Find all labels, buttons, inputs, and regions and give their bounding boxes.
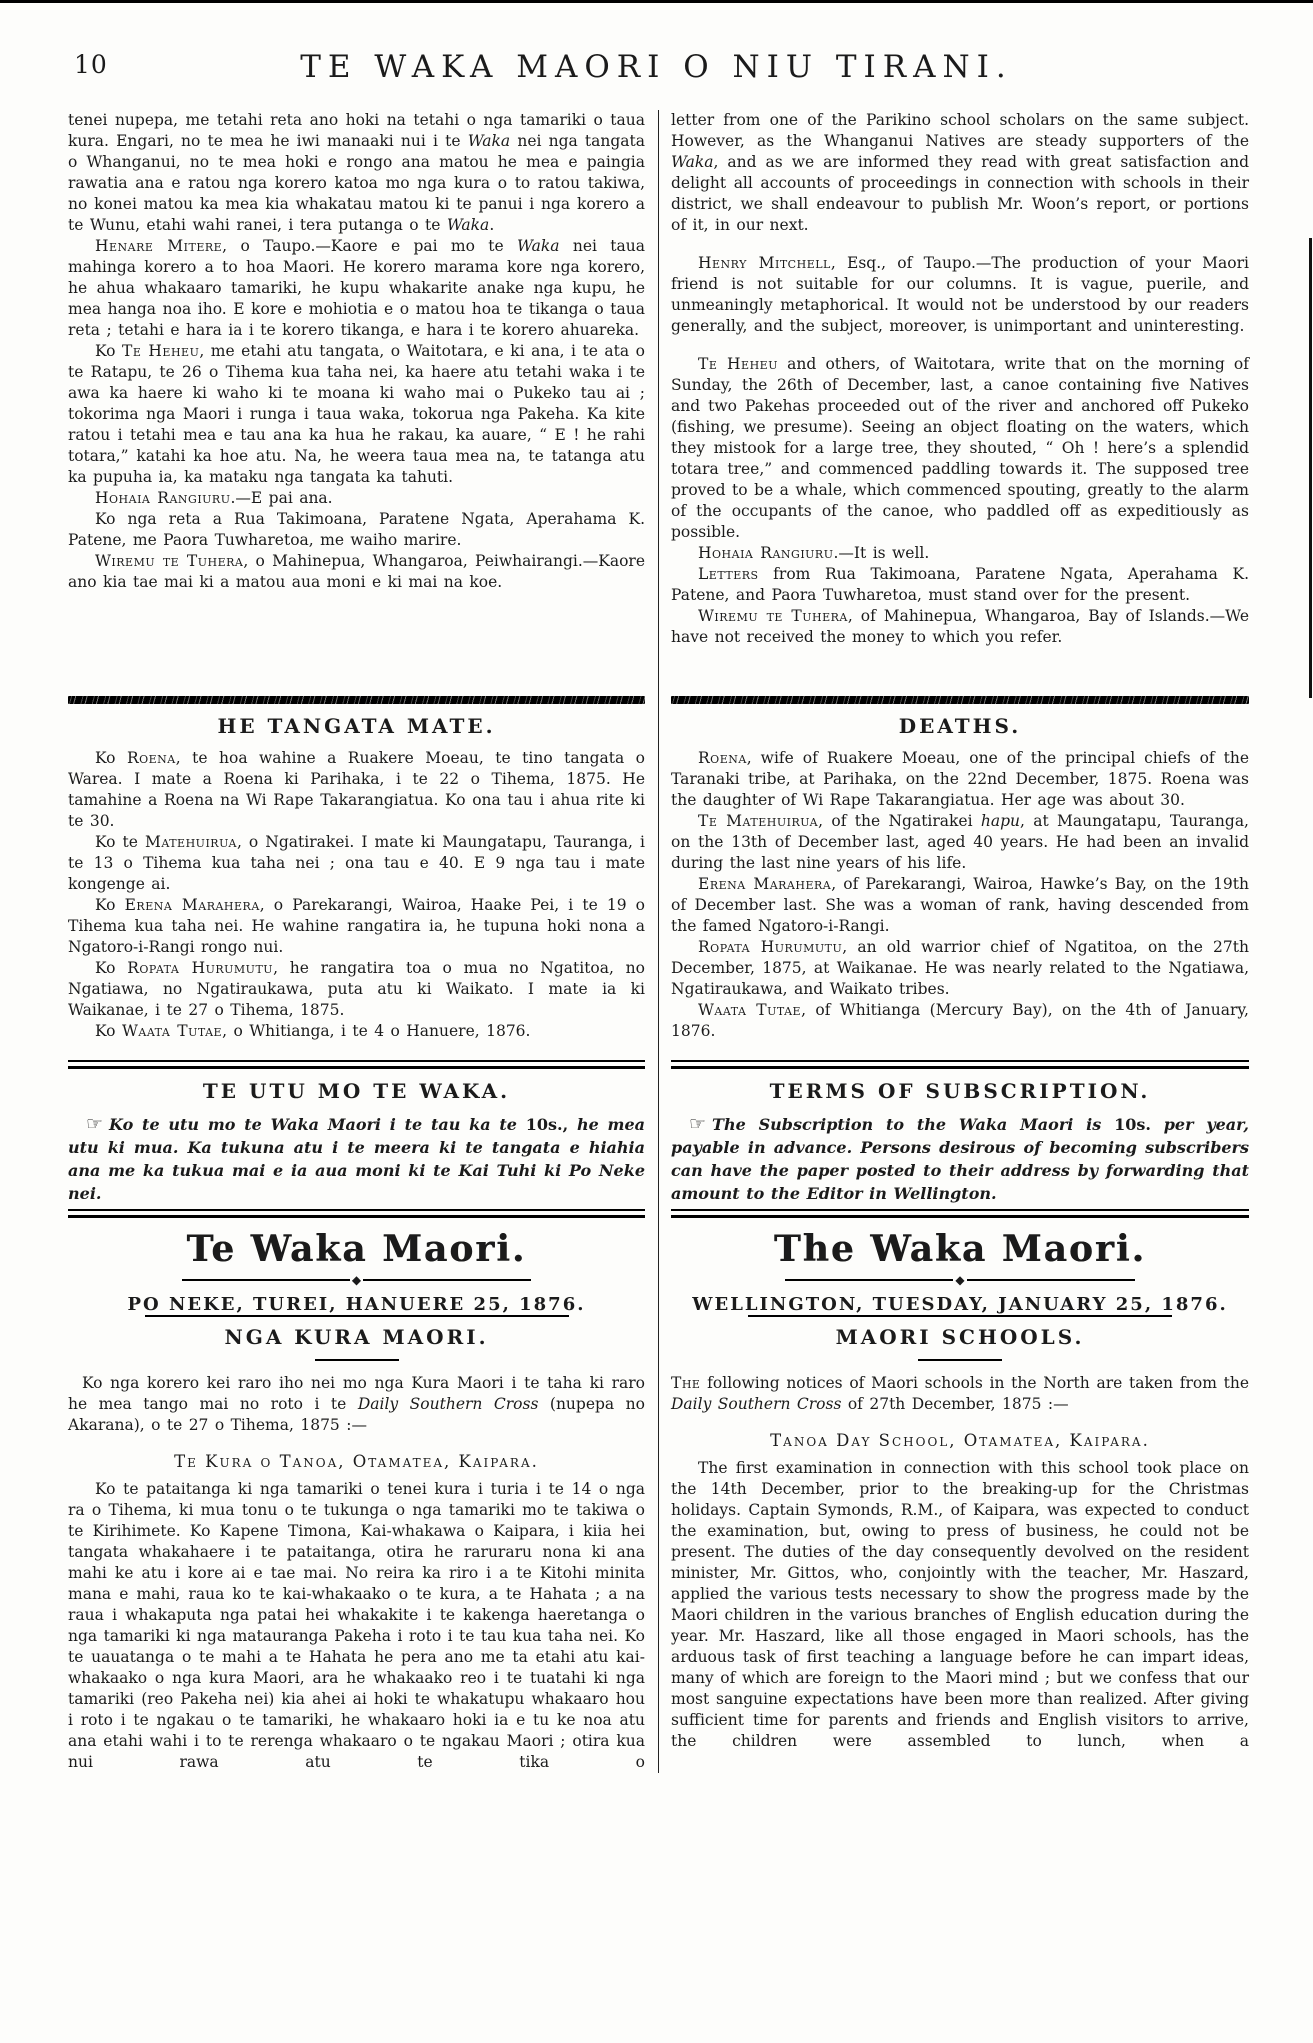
diamond-rule bbox=[671, 1274, 1249, 1286]
paragraph: Letters from Rua Takimoana, Paratene Ngata, Aperahama K. Patene, and Paora Tuwharetoa, must stand over for the present. bbox=[671, 565, 1249, 604]
subscription-section-maori bbox=[68, 1060, 645, 1205]
double-rule bbox=[68, 1209, 645, 1218]
obituary-entry: Ropata Hurumutu, an old warrior chief of Ngatitoa, on the 27th December, 1875, at Waikanae. He was nearly related to the Ngatiawa, Ngatiraukawa, and Waikato tribes. bbox=[671, 938, 1249, 998]
obituary-entry: Ko Roena, te hoa wahine a Ruakere Moeau, te tino tangata o Warea. I mate a Roena ki Parihaka, i te 22 o Tihema, 1875. He tamahine a Roena na Wi Rape Takarangiatua. Ko ona tau i ahua rite ki te 30. bbox=[68, 749, 645, 830]
school-subheading-maori: Te Kura o Tanoa, Otamatea, Kaipara. bbox=[174, 1452, 539, 1471]
correspondence-section-english bbox=[671, 110, 1249, 694]
paragraph: Ko Te Heheu, me etahi atu tangata, o Waitotara, e ki ana, i te ata o te Ratapu, te 26 o Tihema kua taha nei, ka haere atu tetahi waka i te awa ka haere ki waho ki te moana ki waho mai o Pukeko tau ai ; tokorima nga Maori i runga i taua waka, tokorua nga Pakeha. Ka kite ratou i tetahi mea e tau ana ka hua he rakau, ka auare, “ E ! he rahi totara,” katahi ka hoe atu. Na, he weera taua mea na, te tatanga atu ka pupuha ia, ka mataku nga tangata ka tahuti. bbox=[68, 342, 645, 486]
issue-masthead-english bbox=[671, 1205, 1249, 1315]
paragraph: letter from one of the Parikino school scholars on the same subject. However, as the Whanganui Natives are steady supporters of the Waka, and as we are informed they read with great satisfaction and delight all accounts of proceedings in connection with schools in their district, we shall endeavour to publish Mr. Woon’s report, or portions of it, in our next. bbox=[671, 111, 1249, 234]
obituary-entry: Ko Erena Marahera, o Parekarangi, Wairoa, Haake Pei, i te 19 o Tihema kua taha nei. He wahine rangatira ia, he tupuna hoki nona a Ngatoro-i-Rangi rongo nui. bbox=[68, 896, 645, 956]
diamond-icon: ◆ bbox=[351, 1273, 362, 1287]
subscription-heading-maori: TE UTU MO TE WAKA. bbox=[202, 1079, 511, 1103]
subscription-section-english bbox=[671, 1060, 1249, 1205]
page-number: 10 bbox=[74, 50, 108, 79]
paragraph: Henare Mitere, o Taupo.—Kaore e pai mo te Waka nei taua mahinga korero a to hoa Maori. He korero marama kore nga korero, he ahua whakaaro tamariki, he kupu whakarite anake nga kupu, he mea hanga noa iho. E kore e mohiotia e o matou hoa te tikanga o taua reta ; tetahi e hara ia i te korero tikanga, e hara i te korero ahuareka. bbox=[68, 237, 646, 339]
ornate-rule bbox=[671, 696, 1249, 704]
schools-body-maori: Ko te pataitanga ki nga tamariki o tenei kura i turia i te 14 o nga ra o Tihema, ki mua tonu o te tukunga o nga tamariki mo te takiwa o te Kirihimete. Ko Kapene Timona, Kai-whakawa o Kaipara, i kiia hei tangata whakahaere i te pataitanga, otira he raruraru nona ki ana mahi ke atu i kore ai e tae mai. No reira ka riro i a te Kitohi minita mana e mahi, raua ko te kai-whakaako o te kura, a te Hahata ; a na raua i whakaputa nga patai hei whakakite i te kakenga haeretanga o nga tamariki ki nga matauranga Pakeha i roto i te tau kua taha nei. Ko te uauatanga o te mahi a te Hahata he pera ano me ta etahi atu kai-whakaako o nga kura Maori, ara he whakaako reo i te tuatahi ki nga tamariki (reo Pakeha nei) kia ahei ai hoki te whakatupu whakaaro hou i roto i te ngakau o te tamariki, he whakaaro hoki ia e tu ke noa atu ana etahi wahi i to te rerenga whakaaro o te ngakau Maori ; otira kua nui rawa atu te tika o bbox=[68, 1480, 645, 1771]
manicule-icon: ☞ bbox=[86, 1113, 104, 1135]
paragraph: Ko nga reta a Rua Takimoana, Paratene Ngata, Aperahama K. Patene, me Paora Tuwharetoa, me waiho marire. bbox=[68, 510, 645, 549]
paragraph: Hohaia Rangiuru.—E pai ana. bbox=[95, 489, 333, 507]
obituary-entry: Erena Marahera, of Parekarangi, Wairoa, Hawke’s Bay, on the 19th of December last. She was a woman of rank, having descended from the famed Ngatoro-i-Rangi. bbox=[671, 875, 1250, 935]
subscription-notice-english bbox=[671, 1113, 1249, 1205]
page-header bbox=[0, 0, 1313, 84]
subscription-heading-english: TERMS OF SUBSCRIPTION. bbox=[769, 1079, 1151, 1103]
short-rule bbox=[315, 1359, 399, 1361]
schools-heading-english: MAORI SCHOOLS. bbox=[835, 1325, 1085, 1349]
subscription-text: Ko te utu mo te Waka Maori i te tau ka te 10s., he mea utu ki mua. Ka tukuna atu i te meera ki te tangata e hiahia ana me ka tukua mai e ia aua moni ki te Kai Tuhi ki Po Neke nei. bbox=[68, 1115, 646, 1203]
scan-edge-artifact-right bbox=[1309, 238, 1312, 698]
obituary-entry: Waata Tutae, of Whitianga (Mercury Bay), on the 4th of January, 1876. bbox=[671, 1001, 1249, 1040]
obituary-entry: Ko te Matehuirua, o Ngatirakei. I mate ki Maungatapu, Tauranga, i te 13 o Tihema kua taha nei ; ona tau e 40. E 9 nga tau i mate kongenge ai. bbox=[68, 833, 645, 893]
paragraph: Wiremu te Tuhera, o Mahinepua, Whangaroa, Peiwhairangi.—Kaore ano kia tae mai ki a matou aua moni e ki mai na koe. bbox=[68, 552, 645, 591]
issue-dateline-maori: PO NEKE, TUREI, HANUERE 25, 1876. bbox=[127, 1294, 586, 1315]
issue-dateline-english: WELLINGTON, TUESDAY, JANUARY 25, 1876. bbox=[692, 1294, 1228, 1315]
obituary-section-english bbox=[671, 694, 1249, 1060]
school-subheading-english: Tanoa Day School, Otamatea, Kaipara. bbox=[770, 1431, 1150, 1450]
correspondence-section-maori bbox=[68, 110, 645, 694]
schools-intro-english: The following notices of Maori schools in the North are taken from the Daily Southern Cross of 27th December, 1875 :— bbox=[671, 1374, 1249, 1413]
diamond-rule bbox=[68, 1274, 645, 1286]
obituary-section-maori bbox=[68, 694, 645, 1060]
double-rule bbox=[68, 1060, 645, 1069]
paragraph: Wiremu te Tuhera, of Mahinepua, Whangaroa, Bay of Islands.—We have not received the money to which you refer. bbox=[671, 607, 1249, 646]
paragraph: Henry Mitchell, Esq., of Taupo.—The production of your Maori friend is not suitable for our columns. It is vague, puerile, and unmeaningly metaphorical. It would not be understood by our readers generally, and the subject, moreover, is unimportant and uninteresting. bbox=[671, 254, 1249, 335]
issue-title-maori: Te Waka Maori. bbox=[186, 1228, 527, 1270]
column-divider-rule bbox=[658, 110, 659, 1773]
schools-body-english: The first examination in connection with this school took place on the 14th December, prior to the breaking-up for the Christmas holidays. Captain Symonds, R.M., of Kaipara, was expected to conduct the examination, but, owing to press of business, he could not be present. The duties of the day consequently devolved on the resident minister, Mr. Gittos, who, conjointly with the teacher, Mr. Haszard, applied the various tests necessary to show the progress made by the Maori children in the various branches of English education during the year. Mr. Haszard, like all those engaged in Maori schools, has the arduous task of first teaching a language before he can impart ideas, many of which are foreign to the Maori mind ; but we confess that our most sanguine expectations have been more than realized. After giving sufficient time for parents and friends and English visitors to arrive, the children were assembled to lunch, when a bbox=[671, 1459, 1249, 1750]
subscription-text: The Subscription to the Waka Maori is 10s. per year, payable in advance. Persons desirous of becoming subscribers can have the paper posted to their address by forwarding that amount to the Editor in Wellington. bbox=[671, 1115, 1250, 1203]
double-rule bbox=[671, 1060, 1249, 1069]
subscription-notice-maori bbox=[68, 1113, 645, 1205]
schools-heading-maori: NGA KURA MAORI. bbox=[224, 1325, 489, 1349]
diamond-icon: ◆ bbox=[955, 1273, 965, 1287]
obituary-entry: Roena, wife of Ruakere Moeau, one of the principal chiefs of the Taranaki tribe, at Parihaka, on the 22nd December, 1875. Roena was the daughter of Wi Rape Takarangiatua. Her age was about 30. bbox=[671, 749, 1249, 809]
manicule-icon: ☞ bbox=[689, 1113, 707, 1135]
obituary-heading-maori: HE TANGATA MATE. bbox=[217, 714, 496, 738]
two-column-layout bbox=[0, 84, 1313, 1773]
paragraph: Te Heheu and others, of Waitotara, write that on the morning of Sunday, the 26th of December, last, a canoe containing five Natives and two Pakehas proceeded out of the river and anchored off Pukeko (fishing, we presume). Seeing an object floating on the waters, which they mistook for a large tree, they shouted, “ Oh ! here’s a splendid totara tree,” and commenced paddling towards it. The supposed tree proved to be a whale, which commenced spouting, greatly to the alarm of the occupants of the canoe, who paddled off as expeditiously as possible. bbox=[671, 355, 1249, 541]
double-rule bbox=[671, 1209, 1249, 1218]
schools-article-maori bbox=[68, 1315, 645, 1773]
schools-article-english bbox=[671, 1315, 1249, 1773]
obituary-entry: Ko Waata Tutae, o Whitianga, i te 4 o Hanuere, 1876. bbox=[95, 1022, 531, 1040]
obituary-entry: Ko Ropata Hurumutu, he rangatira toa o mua no Ngatitoa, no Ngatiawa, no Ngatiraukawa, puta atu ki Waikato. I mate ia ki Waikanae, i te 27 o Tihema, 1875. bbox=[68, 959, 645, 1019]
short-rule bbox=[918, 1359, 1002, 1361]
newspaper-title: TE WAKA MAORI O NIU TIRANI. bbox=[300, 49, 1013, 85]
schools-intro-maori: Ko nga korero kei raro iho nei mo nga Kura Maori i te taha ki raro he mea tango mai no roto i te Daily Southern Cross (nupepa no Akarana), o te 27 o Tihema, 1875 :— bbox=[68, 1374, 645, 1434]
separator-rule bbox=[748, 1315, 1172, 1317]
obituary-entry: Te Matehuirua, of the Ngatirakei hapu, at Maungatapu, Tauranga, on the 13th of December last, aged 40 years. He had been an invalid during the last nine years of his life. bbox=[671, 812, 1249, 872]
paragraph: tenei nupepa, me tetahi reta ano hoki na tetahi o nga tamariki o taua kura. Engari, no te mea he iwi manaaki nui i te Waka nei nga tangata o Whanganui, no te mea hoki e rongo ana matou he mea e paingia rawatia ana e ratou nga korero katoa mo nga kura o to ratou takiwa, no konei matou ka mea kia whakatau matou ki te panui i nga korero a te Wunu, etahi wahi ranei, i tera putanga o te Waka. bbox=[68, 111, 646, 234]
ornate-rule bbox=[68, 696, 645, 704]
paragraph: Hohaia Rangiuru.—It is well. bbox=[698, 544, 930, 562]
separator-rule bbox=[145, 1315, 569, 1317]
issue-masthead-maori bbox=[68, 1205, 645, 1315]
issue-title-english: The Waka Maori. bbox=[773, 1228, 1147, 1270]
obituary-heading-english: DEATHS. bbox=[898, 714, 1022, 738]
